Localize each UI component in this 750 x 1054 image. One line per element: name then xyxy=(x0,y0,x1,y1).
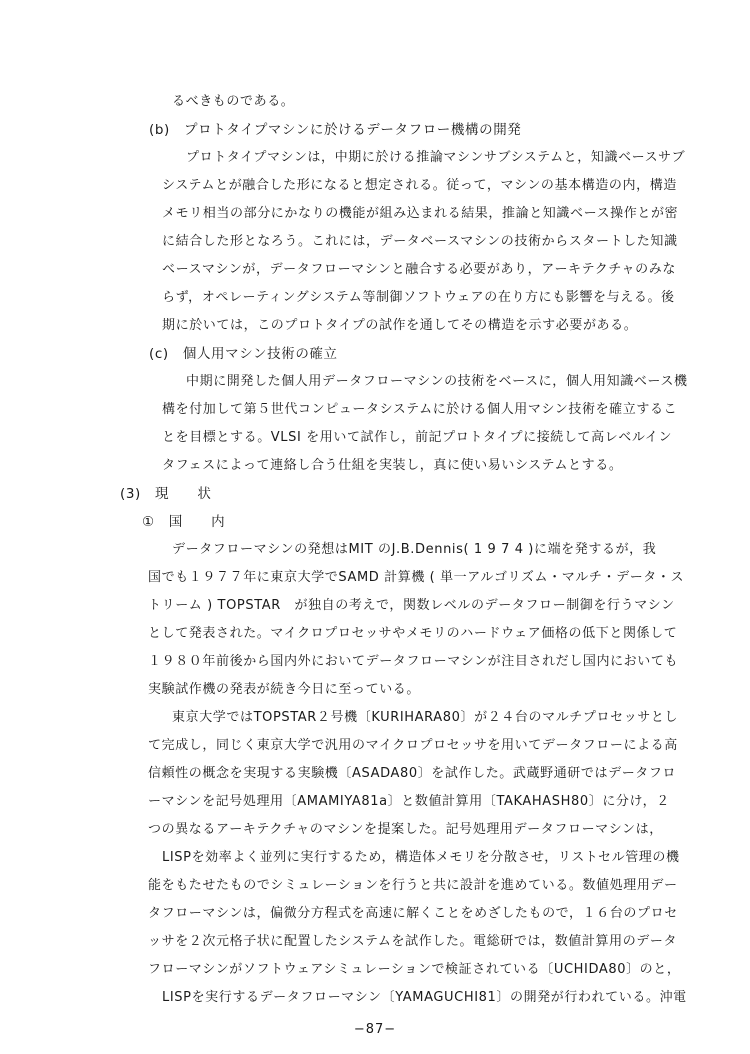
text-line: ーマシンを記号処理用〔AMAMIYA81a〕と数値計算用〔TAKAHASH80〕に分け，２ xyxy=(148,794,670,809)
text-line: 期に於いては，このプロトタイプの試作を通してその構造を示す必要がある。 xyxy=(162,318,638,333)
text-line: トリーム ) TOPSTAR が独自の考えで，関数レベルのデータフロー制御を行うマシン xyxy=(148,598,675,613)
text-line: 国でも１９７７年に東京大学でSAMD 計算機 ( 単一アルゴリズム・マルチ・データ・ス xyxy=(148,570,685,585)
text-line: １９８０年前後から国内外においてデータフローマシンが注目されだし国内においても xyxy=(148,654,679,669)
text-line: 構を付加して第５世代コンピュータシステムに於ける個人用マシン技術を確立するこ xyxy=(162,402,678,417)
text-line: に結合した形となろう。これには，データベースマシンの技術からスタートした知識 xyxy=(162,234,678,249)
text-line: るべきものである。 xyxy=(172,94,295,109)
text-line: ッサを２次元格子状に配置したシステムを試作した。電総研では，数値計算用のデータ xyxy=(148,934,678,949)
text-line: 実験試作機の発表が続き今日に至っている。 xyxy=(148,682,421,697)
text-line: データフローマシンの発想はMIT のJ.B.Dennis( 1 9 7 4 )に端を発するが，我 xyxy=(172,542,657,557)
text-line: つの異なるアーキテクチャのマシンを提案した。記号処理用データフローマシンは， xyxy=(148,822,663,837)
text-line: LISPを効率よく並列に実行するため，構造体メモリを分散させ，リストセル管理の機 xyxy=(162,850,680,865)
text-line: タフェスによって連絡し合う仕組を実装し，真に使い易いシステムとする。 xyxy=(162,458,623,473)
text-line: システムとが融合した形になると想定される。従って，マシンの基本構造の内，構造 xyxy=(162,178,677,193)
text-line: メモリ相当の部分にかなりの機能が組み込まれる結果，推論と知識ベース操作とが密 xyxy=(162,206,679,221)
text-line: タフローマシンは，偏微分方程式を高速に解くことをめざしたもので，１６台のプロセ xyxy=(148,906,678,921)
text-line: プロトタイプマシンは，中期に於ける推論マシンサブシステムと，知識ベースサブ xyxy=(186,150,686,165)
page-number: −87− xyxy=(353,1022,397,1037)
text-line: ベースマシンが，データフローマシンと融合する必要があり，アーキテクチャのみな xyxy=(162,262,676,277)
section-heading-b: (b) プロトタイプマシンに於けるデータフロー機構の開発 xyxy=(149,122,522,138)
text-line: 中期に開発した個人用データフローマシンの技術をベースに，個人用知識ベース機 xyxy=(186,374,688,389)
text-line: らず，オペレーティングシステム等制御ソフトウェアの在り方にも影響を与える。後 xyxy=(162,290,675,305)
text-line: て完成し，同じく東京大学で汎用のマイクロプロセッサを用いてデータフローによる高 xyxy=(148,738,678,753)
text-line: フローマシンがソフトウェアシミュレーションで検証されている〔UCHIDA80〕のと， xyxy=(148,962,681,977)
text-line: 東京大学ではTOPSTAR２号機〔KURIHARA80〕が２４台のマルチプロセッサとし xyxy=(172,710,679,725)
text-line: とを目標とする。VLSI を用いて試作し，前記プロトタイプに接続して高レベルイン xyxy=(162,430,673,445)
text-line: 能をもたせたものでシミュレーションを行うと共に設計を進めている。数値処理用デー xyxy=(148,878,678,893)
section-heading-c: (c) 個人用マシン技術の確立 xyxy=(149,346,338,362)
text-line: として発表された。マイクロプロセッサやメモリのハードウェア価格の低下と関係して xyxy=(148,626,678,641)
text-line: LISPを実行するデータフローマシン〔YAMAGUCHI81〕の開発が行われている。沖電 xyxy=(162,990,687,1005)
section-heading-3: (3) 現 状 xyxy=(120,486,212,502)
text-line: 信頼性の概念を実現する実験機〔ASADA80〕を試作した。武蔵野通研ではデータフロ xyxy=(148,766,677,781)
subsection-heading-domestic: ① 国 内 xyxy=(142,514,226,530)
